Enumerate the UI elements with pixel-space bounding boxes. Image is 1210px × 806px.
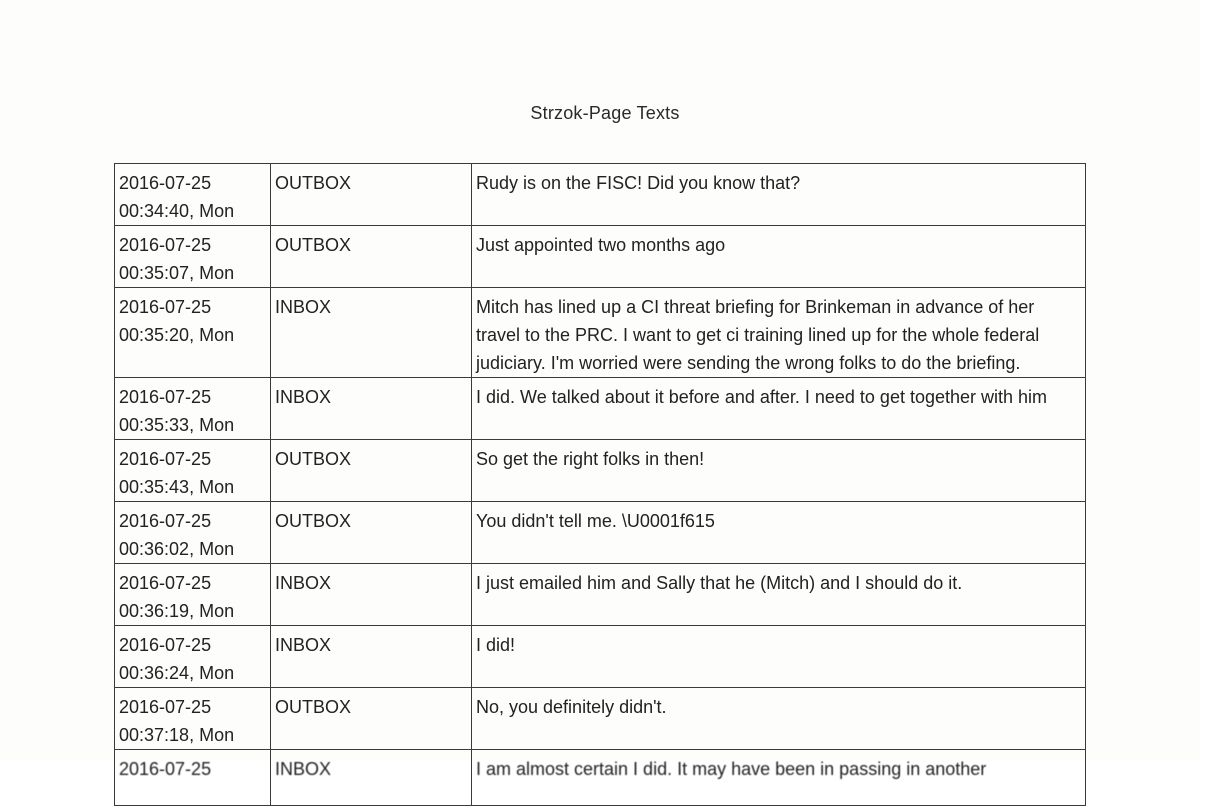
table-row	[115, 626, 1086, 688]
message-text: No, you definitely didn't.	[476, 697, 667, 717]
timestamp-cell	[115, 626, 271, 688]
mailbox-cell: INBOX	[271, 288, 472, 378]
table-row	[115, 502, 1086, 564]
message-text: Rudy is on the FISC! Did you know that?	[476, 173, 801, 193]
timestamp-cell	[115, 502, 271, 564]
date-text: 2016-07-25	[119, 173, 212, 193]
table-row	[115, 564, 1086, 626]
mailbox-cell: INBOX	[271, 564, 472, 626]
timestamp-cell	[115, 226, 271, 288]
message-cell	[472, 688, 1086, 750]
mailbox-cell: OUTBOX	[271, 226, 472, 288]
message-text: I did. We talked about it before and after. I need to get together with him	[476, 387, 1048, 407]
table-row	[115, 288, 1086, 378]
message-text: I did!	[476, 635, 516, 655]
date-text: 2016-07-25	[119, 297, 212, 317]
message-cell	[472, 502, 1086, 564]
date-text: 2016-07-25	[119, 759, 212, 779]
message-cell	[472, 750, 1086, 806]
date-text: 2016-07-25	[119, 449, 212, 469]
table-row	[115, 440, 1086, 502]
time-text: 00:36:24, Mon	[119, 663, 235, 683]
timestamp-cell	[115, 440, 271, 502]
mailbox-cell: OUTBOX	[271, 688, 472, 750]
mailbox-cell: OUTBOX	[271, 440, 472, 502]
table-row	[115, 226, 1086, 288]
message-cell	[472, 226, 1086, 288]
timestamp-cell	[115, 164, 271, 226]
table-viewport	[0, 160, 1200, 779]
date-text: 2016-07-25	[119, 635, 212, 655]
table-row-cut-off	[115, 750, 1086, 806]
time-text: 00:37:18, Mon	[119, 725, 235, 745]
time-text: 00:35:20, Mon	[119, 325, 235, 345]
document-title: Strzok-Page Texts	[530, 103, 680, 123]
message-cell	[472, 378, 1086, 440]
mailbox-cell: INBOX	[271, 378, 472, 440]
message-text: So get the right folks in then!	[476, 449, 705, 469]
timestamp-cell	[115, 288, 271, 378]
mailbox-cell: INBOX	[271, 626, 472, 688]
message-text: You didn't tell me. \U0001f615	[476, 511, 715, 531]
time-text: 00:35:33, Mon	[119, 415, 235, 435]
date-text: 2016-07-25	[119, 697, 212, 717]
time-text: 00:36:19, Mon	[119, 601, 235, 621]
message-text: I am almost certain I did. It may have been in passing in another	[476, 759, 987, 779]
timestamp-cell	[115, 564, 271, 626]
date-text: 2016-07-25	[119, 387, 212, 407]
date-text: 2016-07-25	[119, 235, 212, 255]
message-cell	[472, 626, 1086, 688]
message-cell	[472, 164, 1086, 226]
message-text: I just emailed him and Sally that he (Mitch) and I should do it.	[476, 573, 963, 593]
date-text: 2016-07-25	[119, 511, 212, 531]
message-cell	[472, 564, 1086, 626]
time-text: 00:36:02, Mon	[119, 539, 235, 559]
time-text: 00:35:07, Mon	[119, 263, 235, 283]
message-text: Mitch has lined up a CI threat briefing for Brinkeman in advance of her travel to the PRC. I want to get ci training lined up for the whole federal judiciary. I'm worried were sending the wrong folks to do the briefing.	[476, 297, 1040, 373]
time-text: 00:34:40, Mon	[119, 201, 235, 221]
mailbox-cell: INBOX	[271, 750, 472, 806]
message-cell	[472, 440, 1086, 502]
texts-table	[114, 163, 1086, 806]
date-text: 2016-07-25	[119, 573, 212, 593]
timestamp-cell	[115, 378, 271, 440]
table-row	[115, 688, 1086, 750]
mailbox-cell: OUTBOX	[271, 502, 472, 564]
time-text: 00:35:43, Mon	[119, 477, 235, 497]
message-text: Just appointed two months ago	[476, 235, 726, 255]
table-row	[115, 378, 1086, 440]
message-cell	[472, 288, 1086, 378]
timestamp-cell	[115, 750, 271, 806]
mailbox-cell: OUTBOX	[271, 164, 472, 226]
table-row	[115, 164, 1086, 226]
timestamp-cell	[115, 688, 271, 750]
